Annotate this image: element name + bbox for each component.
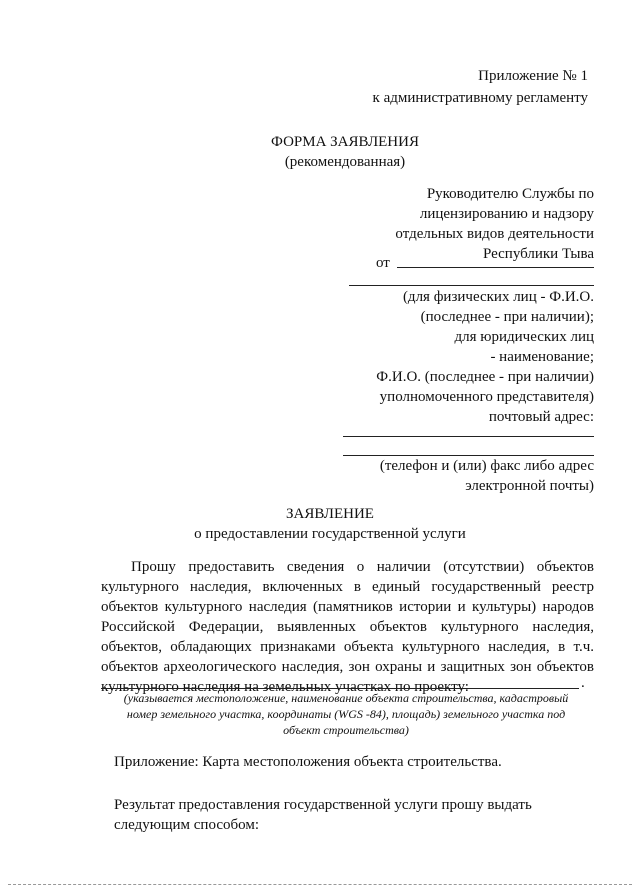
form-title: ФОРМА ЗАЯВЛЕНИЯ [271,134,419,150]
from-label: от [376,255,390,271]
sender-hint-line: Ф.И.О. (последнее - при наличии) [376,369,594,385]
request-paragraph [101,557,594,697]
project-input-line[interactable] [101,688,579,689]
sender-hint-line: (последнее - при наличии); [420,309,594,325]
project-hint-line: (указывается местоположение, наименование объекта строительства, кадастровый [123,691,569,705]
statement-title-block [150,504,510,544]
paragraph-line: объектов археологического наследия, зон охраны и защитных зон объектов [101,659,594,675]
page-cut-line [8,884,632,885]
from-input-line-2[interactable] [349,285,594,286]
appendix-header [268,66,588,108]
addressee-line: Руководителю Службы по [426,186,594,202]
project-hint-line: объект строительства) [283,723,409,737]
appendix-number: Приложение № 1 [478,68,588,84]
paragraph-line: объектов культурного наследия (памятников истории и культуры) народов [101,599,594,615]
result-line: Результат предоставления государственной услуги прошу выдать [114,797,532,813]
contact-hint-line: (телефон и (или) факс либо адрес [379,458,594,474]
addressee-line: отдельных видов деятельности [395,226,594,242]
paragraph-line: Российской Федерации, выявленных объектов культурного наследия, [101,619,594,635]
attachment-line: Приложение: Карта местоположения объекта строительства. [114,754,502,770]
addressee-line: Республики Тыва [482,246,594,262]
sender-hint-line: - наименование; [490,349,594,365]
result-block [114,795,532,835]
sender-hint-line: для юридических лиц [454,329,594,345]
contact-hint-block [294,456,594,496]
sender-hint-block [294,287,594,427]
sender-hint-line: (для физических лиц - Ф.И.О. [402,289,594,305]
paragraph-line: культурного наследия, включенных в единый государственный реестр [101,579,594,595]
project-hint-block [98,690,594,738]
contact-hint-line: электронной почты) [465,478,594,494]
sender-hint-line: почтовый адрес: [488,409,594,425]
paragraph-line: Прошу предоставить сведения о наличии (отсутствии) объектов [131,559,594,575]
result-line: следующим способом: [114,817,259,833]
paragraph-line: культурного наследия на земельных участках по проекту: [101,679,469,695]
statement-title: ЗАЯВЛЕНИЕ [286,506,374,522]
address-input-line[interactable] [343,436,594,437]
project-field-end: . [581,675,585,691]
appendix-regulation: к административному регламенту [372,90,588,106]
form-title-block [200,132,490,172]
project-hint-line: номер земельного участка, координаты (WGS -84), площадь) земельного участка под [126,707,566,721]
addressee-line: лицензированию и надзору [419,206,594,222]
paragraph-line: объектов, обладающих признаками объекта культурного наследия, в т.ч. [101,639,594,655]
addressee-block [294,184,594,264]
form-subtitle: (рекомендованная) [284,154,406,170]
statement-subtitle: о предоставлении государственной услуги [194,526,466,542]
sender-hint-line: уполномоченного представителя) [379,389,594,405]
from-input-line[interactable] [397,267,594,268]
